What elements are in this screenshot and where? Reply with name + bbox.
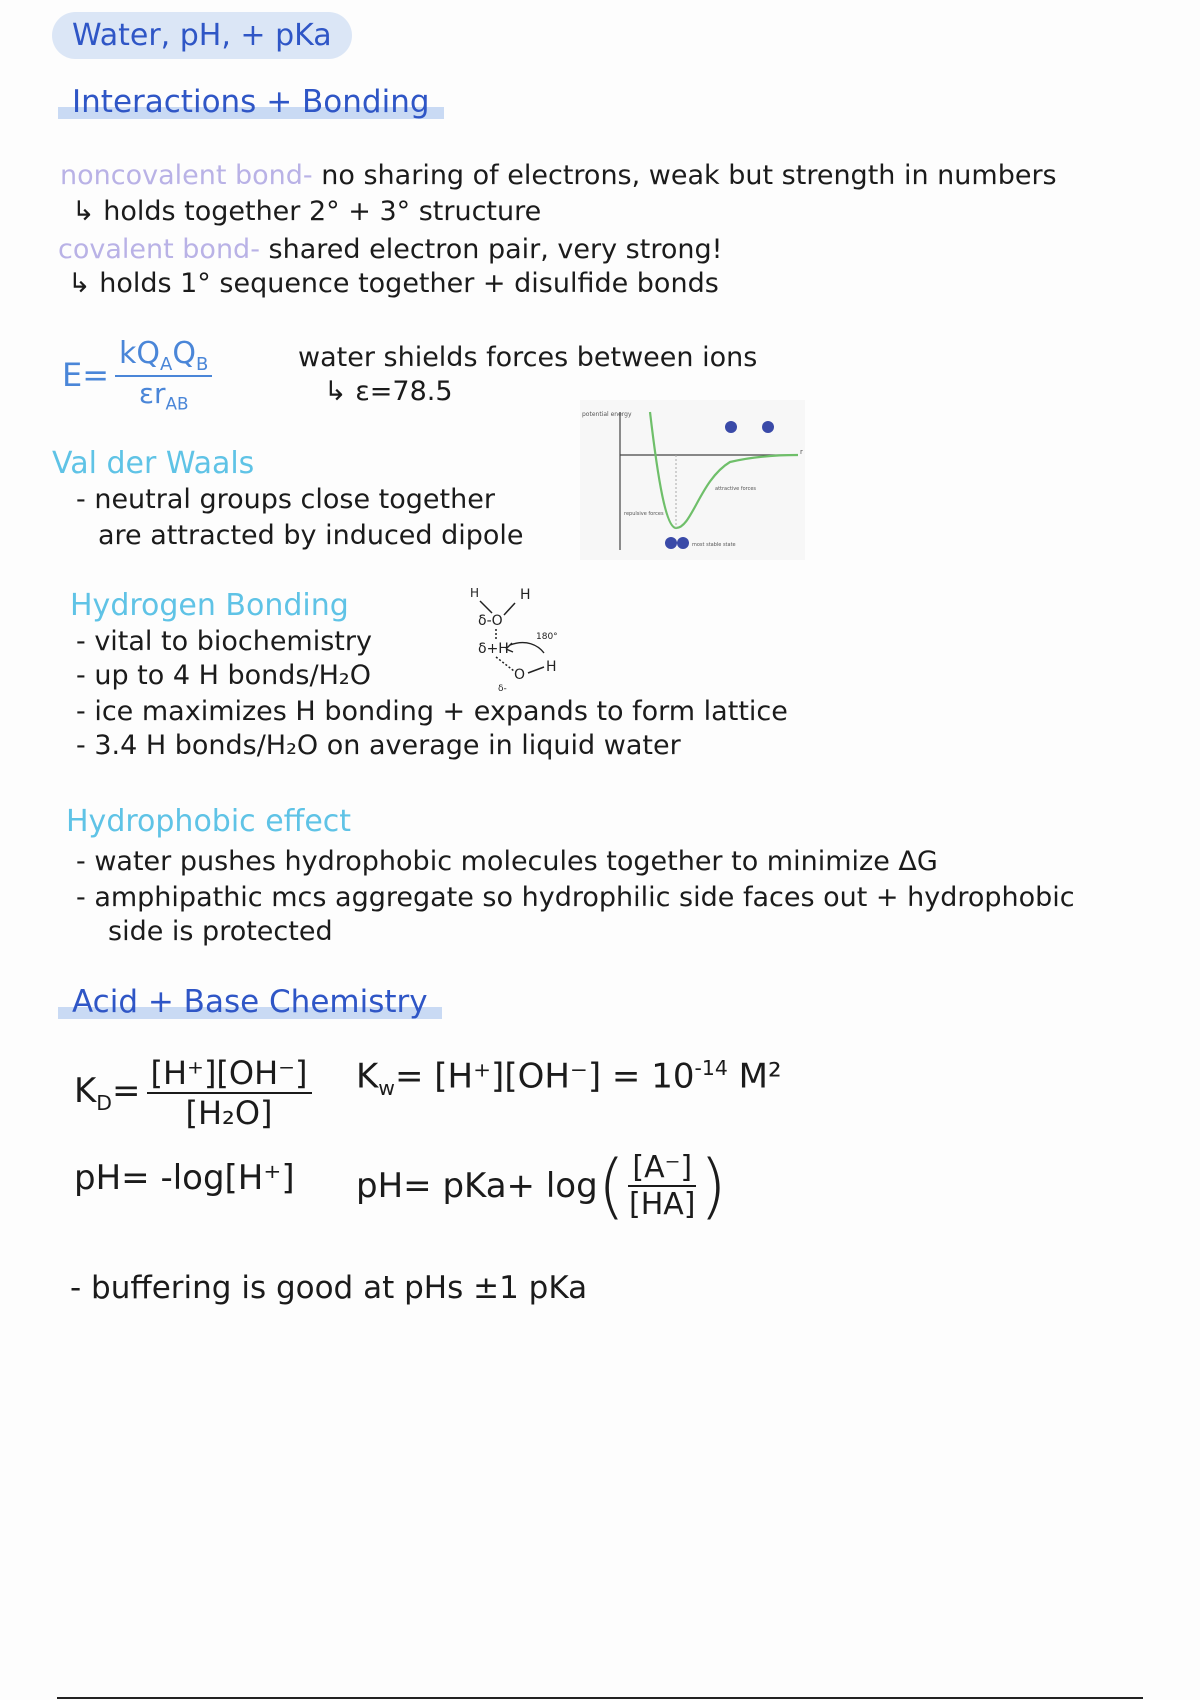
kw-equation — [356, 1056, 782, 1100]
covalent-definition: shared electron pair, very strong! — [268, 234, 723, 265]
kd-numerator: [H⁺][OH⁻] — [147, 1054, 312, 1094]
atom-sphere-icon — [677, 537, 689, 549]
sketch-partial-bottom: δ- — [498, 684, 507, 694]
water-hbond-sketch — [470, 583, 585, 698]
hbond-item-2: - up to 4 H bonds/H₂O — [76, 660, 371, 691]
hydrophobic-line-1: - water pushes hydrophobic molecules together to minimize ΔG — [76, 846, 938, 877]
hh-paren-group: ( $\frac{[A^-]}{[HA]}$ ) — [597, 1145, 727, 1227]
noncovalent-definition: no sharing of electrons, weak but strength in numbers — [321, 160, 1057, 191]
section-heading-interactions: Interactions + Bonding — [58, 82, 444, 122]
kw-k: K — [356, 1056, 379, 1097]
hbond-item-1: - vital to biochemistry — [76, 626, 372, 657]
noncovalent-term: noncovalent bond- — [60, 160, 313, 191]
hh-numerator: [A⁻] — [628, 1150, 696, 1187]
buffering-note: - buffering is good at pHs ±1 pKa — [70, 1270, 588, 1306]
kd-lhs — [74, 1071, 141, 1115]
noncovalent-note: ↳ holds together 2° + 3° structure — [72, 196, 542, 227]
potential-energy-svg — [580, 400, 805, 560]
hbond-item-3: - ice maximizes H bonding + expands to form lattice — [76, 696, 788, 727]
coulomb-equation — [62, 336, 212, 414]
graph-label-stable: most stable state — [692, 542, 736, 548]
kd-eq: = — [112, 1071, 141, 1112]
kw-exponent: -14 — [694, 1056, 728, 1080]
coulomb-num-a: A — [160, 354, 173, 375]
epsilon-value: ↳ ε=78.5 — [324, 376, 453, 407]
graph-ylabel: potential energy — [582, 411, 632, 418]
kw-unit: M² — [738, 1056, 782, 1097]
kd-sub: D — [96, 1090, 112, 1115]
section-heading-acid-base: Acid + Base Chemistry — [58, 982, 442, 1022]
potential-energy-graph — [580, 400, 805, 560]
atom-sphere-icon — [725, 421, 737, 433]
coulomb-num-b: B — [195, 354, 209, 375]
hydrophobic-line-3: side is protected — [108, 916, 333, 947]
noncovalent-line — [60, 160, 1057, 191]
kd-equation — [74, 1054, 312, 1132]
coulomb-num-kq: kQ — [119, 336, 161, 371]
vdw-heading: Val der Waals — [52, 446, 255, 481]
kd-denominator: [H₂O] — [185, 1094, 273, 1132]
graph-label-repulsive: repulsive forces — [624, 511, 664, 517]
sketch-angle-label: 180° — [536, 632, 558, 642]
kw-rest: = [H⁺][OH⁻] = 10 — [394, 1056, 695, 1097]
atom-sphere-icon — [665, 537, 677, 549]
covalent-term: covalent bond- — [58, 234, 260, 265]
hbond-heading: Hydrogen Bonding — [70, 588, 349, 623]
coulomb-den-er: εr — [138, 377, 166, 410]
graph-xlabel: r — [800, 448, 803, 456]
sketch-h-bottom: H — [546, 659, 557, 675]
sketch-o-top: δ-O — [478, 613, 503, 629]
coulomb-num-q: Q — [172, 336, 196, 371]
water-shields-note: water shields forces between ions — [298, 342, 758, 373]
covalent-note: ↳ holds 1° sequence together + disulfide bonds — [68, 268, 719, 299]
hh-denominator: [HA] — [629, 1187, 696, 1222]
page-divider — [57, 1697, 1143, 1699]
coulomb-numerator — [115, 336, 212, 377]
henderson-hasselbalch — [356, 1145, 727, 1227]
vdw-line-1: - neutral groups close together — [76, 484, 495, 515]
coulomb-lhs: E= — [62, 355, 110, 394]
hbond-item-4: - 3.4 H bonds/H₂O on average in liquid water — [76, 730, 681, 761]
sketch-o-bottom: O — [514, 667, 526, 683]
ph-definition: pH= -log[H⁺] — [74, 1158, 295, 1198]
hydrophobic-line-2: - amphipathic mcs aggregate so hydrophilic side faces out + hydrophobic — [76, 882, 1075, 913]
sketch-h-top-left: H — [470, 586, 480, 600]
covalent-line — [58, 234, 722, 265]
hh-fraction — [625, 1150, 700, 1222]
graph-label-attractive: attractive forces — [715, 486, 757, 492]
coulomb-denominator — [135, 377, 193, 414]
kw-sub: w — [378, 1076, 395, 1101]
page-title: Water, pH, + pKa — [52, 12, 352, 59]
kd-k: K — [74, 1071, 97, 1112]
sketch-h-top-right: H — [520, 587, 531, 603]
atom-sphere-icon — [762, 421, 774, 433]
water-hbond-svg — [470, 583, 585, 698]
kd-fraction — [147, 1054, 312, 1132]
coulomb-fraction — [115, 336, 212, 414]
sketch-h-mid: δ+H — [478, 641, 509, 657]
vdw-line-2: are attracted by induced dipole — [98, 520, 524, 551]
hydrophobic-heading: Hydrophobic effect — [66, 804, 352, 839]
hh-lhs: pH= pKa+ log — [356, 1166, 598, 1206]
coulomb-den-ab: AB — [165, 393, 189, 414]
